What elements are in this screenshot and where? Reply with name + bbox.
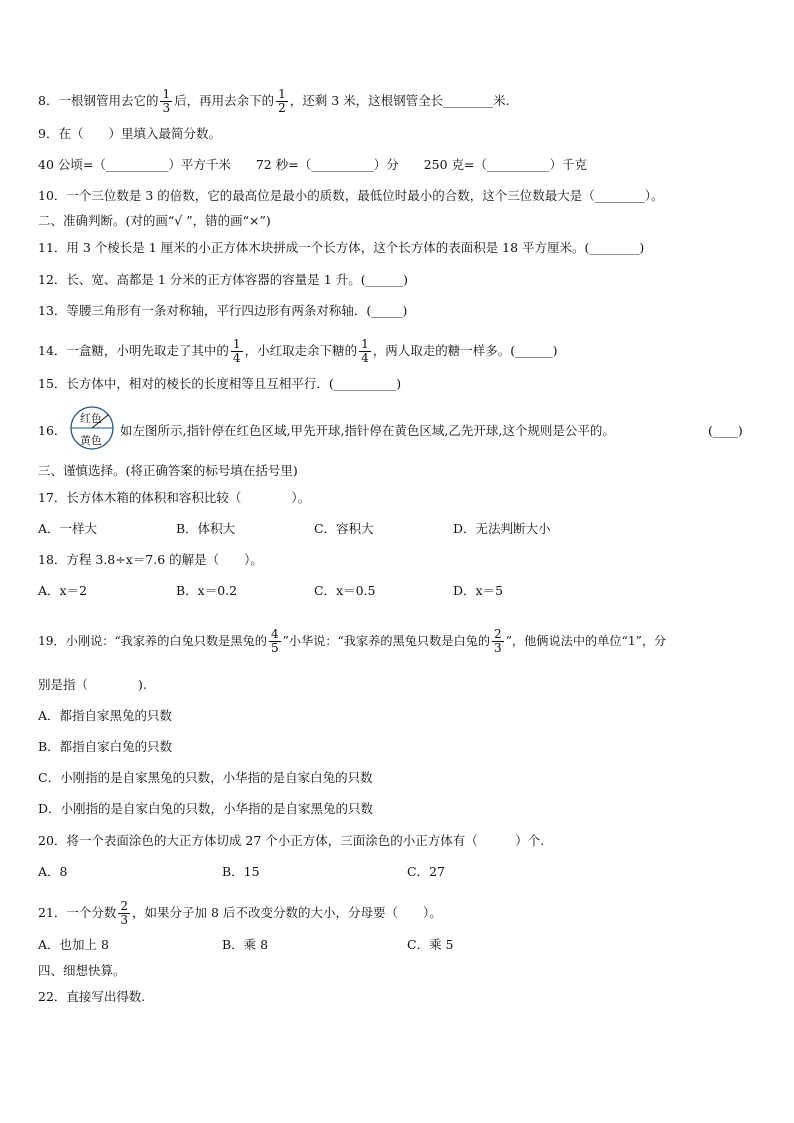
spinner-yellow-label: 黄色 <box>80 434 102 447</box>
question-10: 10．一个三位数是 3 的倍数，它的最高位是最小的质数，最低位时最小的合数，这个三位数最大是（________）。 <box>38 188 664 203</box>
question-21 <box>38 900 442 927</box>
question-19 <box>38 628 666 655</box>
q21-option-b: B．乘 8 <box>222 937 269 952</box>
q14-text-b: ，小红取走余下糖的 <box>244 343 358 358</box>
q14-text-a: 14．一盒糖，小明先取走了其中的 <box>38 343 229 358</box>
q19-option-d: D．小刚指的是自家白兔的只数，小华指的是自家黑兔的只数 <box>38 801 374 816</box>
q18-option-b: B．x＝0.2 <box>176 583 238 598</box>
question-8 <box>38 88 510 115</box>
question-16-number: 16． <box>38 423 67 438</box>
q20-option-b: B．15 <box>222 864 260 879</box>
q19-text-b: ”小华说：“我家养的黑兔只数是白兔的 <box>282 634 491 648</box>
fraction-four-fifths: $\frac{4}{5}$ <box>270 627 279 655</box>
question-14 <box>38 338 557 365</box>
q17-option-c: C．容积大 <box>314 521 374 536</box>
q17-option-b: B．体积大 <box>176 521 236 536</box>
fraction-one-quarter: $\frac{1}{4}$ <box>232 337 241 365</box>
fraction-one-third: $\frac{1}{3}$ <box>162 87 171 115</box>
q8-text-c: ，还剩 3 米，这根钢管全长________米. <box>289 93 510 108</box>
question-9-title: 9．在（ ）里填入最简分数。 <box>38 126 221 141</box>
q18-option-d: D．x＝5 <box>453 583 504 598</box>
question-12: 12．长、宽、高都是 1 分米的正方体容器的容量是 1 升。(______) <box>38 272 408 287</box>
q19-option-a: A．都指自家黑兔的只数 <box>38 708 173 723</box>
section-2-heading: 二、准确判断。(对的画“√ ”，错的画“×”) <box>38 213 271 228</box>
section-3-heading: 三、谨慎选择。(将正确答案的标号填在括号里) <box>38 463 298 478</box>
q20-option-c: C．27 <box>407 864 445 879</box>
q18-option-c: C．x＝0.5 <box>314 583 376 598</box>
section-4-heading: 四、细想快算。 <box>38 963 126 978</box>
q17-option-a: A．一样大 <box>38 521 98 536</box>
q19-option-c: C．小刚指的是自家黑兔的只数，小华指的是自家白兔的只数 <box>38 770 373 785</box>
question-11: 11．用 3 个棱长是 1 厘米的小正方体木块拼成一个长方体，这个长方体的表面积是 18 平方厘米。(________) <box>38 240 645 255</box>
fraction-two-thirds: $\frac{2}{3}$ <box>494 627 502 655</box>
fraction-one-quarter-2: $\frac{1}{4}$ <box>361 337 369 365</box>
q8-text-a: 8．一根钢管用去它的 <box>38 93 159 108</box>
question-19-continued: 别是指（ ). <box>38 677 147 692</box>
q21-option-a: A．也加上 8 <box>38 937 109 952</box>
question-13: 13．等腰三角形有一条对称轴，平行四边形有两条对称轴．(_____) <box>38 303 408 318</box>
question-16-text: 如左图所示,指针停在红色区域,甲先开球,指针停在黄色区域,乙先开球,这个规则是公平的。 <box>120 423 615 438</box>
question-9-items: 40 公顷=（__________）平方千米 72 秒=（__________）分 250 克=（__________）千克 <box>38 157 588 172</box>
q19-text-a: 19．小刚说：“我家养的白兔只数是黑兔的 <box>38 634 267 648</box>
question-15: 15．长方体中，相对的棱长的长度相等且互相平行．(__________) <box>38 376 402 391</box>
q19-text-c: ”，他俩说法中的单位“1”，分 <box>505 634 667 648</box>
q17-option-d: D．无法判断大小 <box>453 521 551 536</box>
q20-option-a: A．8 <box>38 864 68 879</box>
spinner-red-label: 红色 <box>80 412 102 425</box>
q21-text-a: 21．一个分数 <box>38 905 117 920</box>
question-17: 17．长方体木箱的体积和容积比较（ ）。 <box>38 490 311 505</box>
question-16-blank: (____) <box>708 423 743 438</box>
q21-option-c: C．乘 5 <box>407 937 454 952</box>
question-18: 18．方程 3.8÷x＝7.6 的解是（ ）。 <box>38 552 263 567</box>
fraction-one-half: $\frac{1}{2}$ <box>278 87 286 115</box>
q21-text-b: ，如果分子加 8 后不改变分数的大小，分母要（ ）。 <box>132 905 442 920</box>
q14-text-c: ，两人取走的糖一样多。(______) <box>372 343 558 358</box>
q18-option-a: A．x＝2 <box>38 583 88 598</box>
question-20: 20．将一个表面涂色的大正方体切成 27 个小正方体，三面涂色的小正方体有（ ）个. <box>38 833 545 848</box>
question-22: 22．直接写出得数. <box>38 989 146 1004</box>
spinner-diagram <box>67 405 117 449</box>
fraction-two-thirds-q21: $\frac{2}{3}$ <box>120 899 129 927</box>
q8-text-b: 后，再用去余下的 <box>174 93 275 108</box>
q19-option-b: B．都指自家白兔的只数 <box>38 739 173 754</box>
